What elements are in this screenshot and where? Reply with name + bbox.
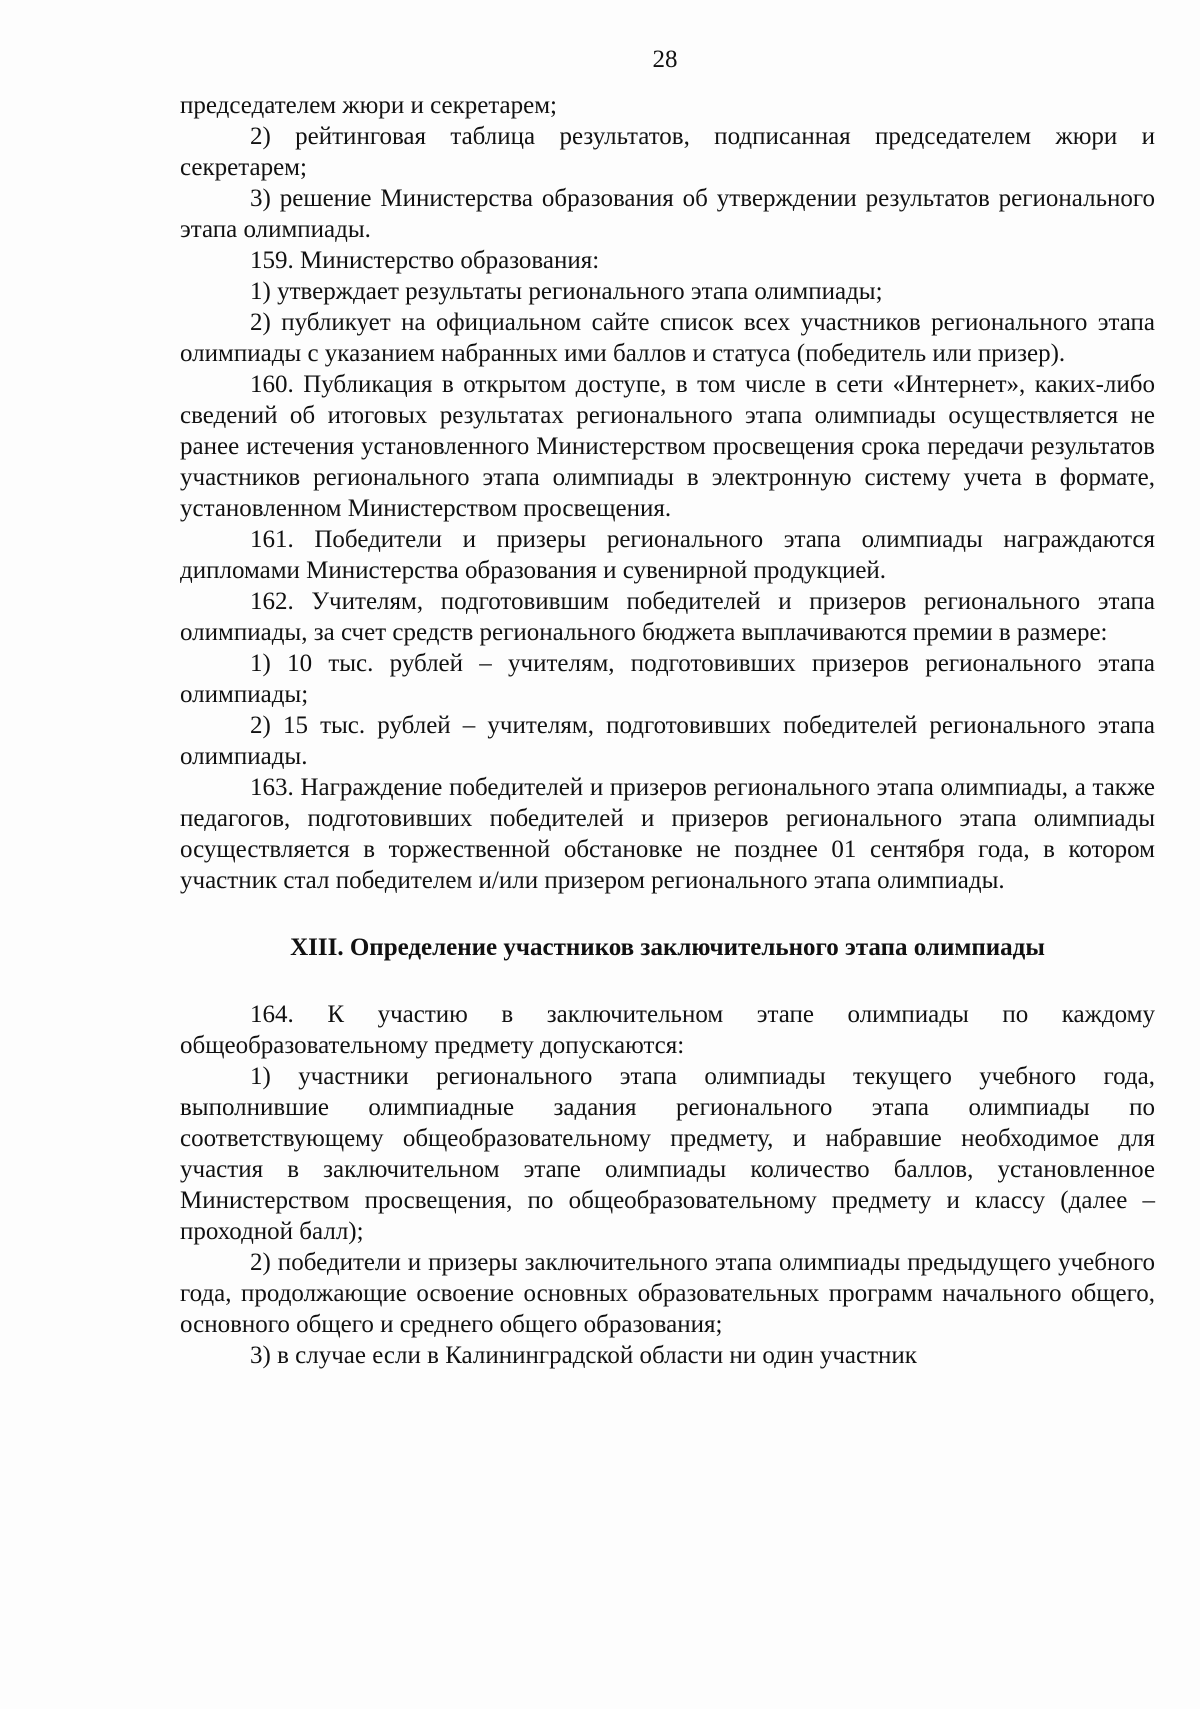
paragraph: 3) в случае если в Калининградской области ни один участник (250, 1342, 917, 1369)
paragraph: 2) 15 тыс. рублей – учителям, подготовивших победителей регионального этапа олимпиады. (180, 712, 1155, 770)
paragraph: 163. Награждение победителей и призеров регионального этапа олимпиады, а также педагогов, подготовивших победителей и призеров регионального этапа олимпиады осуществляется в торжественной обстановке не позднее 01 сентября года, в котором участник стал победителем и/или призером регионального этапа олимпиады. (180, 774, 1155, 894)
paragraph: 164. К участию в заключительном этапе олимпиады по каждому общеобразовательному предмету допускаются: (180, 1001, 1155, 1059)
paragraph: 2) победители и призеры заключительного этапа олимпиады предыдущего учебного года, продолжающие освоение основных образовательных программ начального общего, основного общего и среднего общего образования; (180, 1249, 1155, 1338)
paragraphs-after-heading (180, 999, 1155, 1371)
paragraph: председателем жюри и секретарем; (180, 92, 558, 119)
paragraph: 1) участники регионального этапа олимпиады текущего учебного года, выполнившие олимпиадные задания регионального этапа олимпиады по соответствующему общеобразовательному предмету, и набравшие необходимое для участия в заключительном этапе олимпиады количество баллов, установленное Министерством просвещения, по общеобразовательному предмету и классу (далее – проходной балл); (180, 1063, 1155, 1245)
paragraphs-before-heading (180, 90, 1155, 896)
paragraph: 162. Учителям, подготовившим победителей и призеров регионального этапа олимпиады, за счет средств регионального бюджета выплачиваются премии в размере: (180, 588, 1155, 646)
paragraph: 160. Публикация в открытом доступе, в том числе в сети «Интернет», каких-либо сведений об итоговых результатах регионального этапа олимпиады осуществляется не ранее истечения установленного Министерством просвещения срока передачи результатов участников регионального этапа олимпиады в электронную систему учета в формате, установленном Министерством просвещения. (180, 371, 1155, 522)
paragraph: 2) рейтинговая таблица результатов, подписанная председателем жюри и секретарем; (180, 123, 1155, 181)
paragraph: 1) утверждает результаты регионального этапа олимпиады; (250, 278, 883, 305)
paragraph: 3) решение Министерства образования об утверждении результатов регионального этапа олимпиады. (180, 185, 1155, 243)
document-body (180, 90, 1155, 1371)
paragraph: 2) публикует на официальном сайте список всех участников регионального этапа олимпиады с указанием набранных ими баллов и статуса (победитель или призер). (180, 309, 1155, 367)
section-heading: XIII. Определение участников заключительного этапа олимпиады (290, 934, 1045, 961)
paragraph: 161. Победители и призеры регионального этапа олимпиады награждаются дипломами Министерства образования и сувенирной продукцией. (180, 526, 1155, 584)
paragraph: 159. Министерство образования: (250, 247, 600, 274)
paragraph: 1) 10 тыс. рублей – учителям, подготовивших призеров регионального этапа олимпиады; (180, 650, 1155, 708)
page-number: 28 (652, 46, 678, 73)
